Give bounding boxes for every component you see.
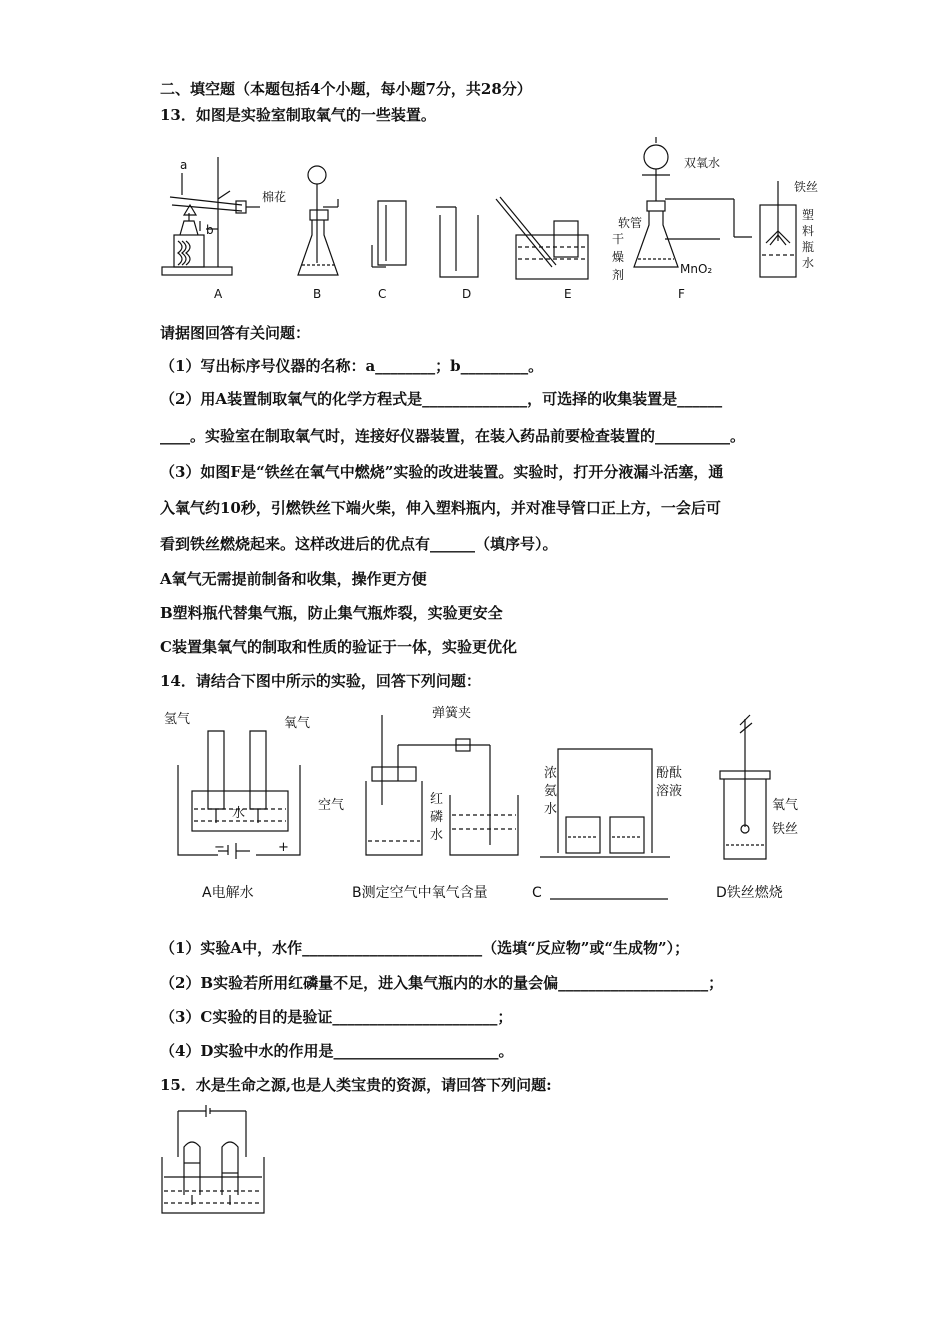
label-mno2: MnO₂ [680, 262, 713, 276]
label-water-a: 水 [232, 806, 246, 821]
caption-14b: B测定空气中氧气含量 [352, 885, 488, 901]
caption-f: F [678, 287, 685, 301]
label-r3: 水 [430, 828, 444, 843]
caption-d: D [462, 287, 472, 301]
q14-part4: （4）D实验中水的作用是______________________。 [160, 1042, 514, 1060]
q13-prompt: 请据图回答有关问题： [160, 324, 311, 342]
q14-part3: （3）C实验的目的是验证______________________； [160, 1008, 513, 1026]
q14-figure [160, 705, 800, 910]
label-r2: 磷 [430, 810, 444, 825]
label-n2: 氨 [544, 784, 558, 799]
q13-part2a: （2）用A装置制取氧气的化学方程式是______________，可选择的收集装置是______ [160, 390, 723, 408]
apparatus-b [298, 166, 338, 275]
label-clip: 弹簧夹 [432, 706, 472, 721]
q13-part1: （1）写出标序号仪器的名称：a________；b_________。 [160, 357, 544, 375]
label-r1: 红 [430, 792, 444, 807]
q13-option-b: B塑料瓶代替集气瓶，防止集气瓶炸裂，实验更安全 [160, 604, 503, 622]
label-h2o2: 双氧水 [684, 156, 721, 170]
apparatus-e [496, 197, 588, 279]
q14-stem: 14．请结合下图中所示的实验，回答下列问题： [160, 672, 481, 690]
caption-14c: C [532, 885, 542, 901]
apparatus-d [436, 207, 478, 277]
label-air: 空气 [318, 798, 345, 813]
iron-burning-apparatus [720, 715, 770, 859]
caption-e: E [564, 287, 572, 301]
label-f1: 酚酞 [656, 766, 683, 781]
label-water: 水 [802, 256, 815, 270]
diffusion-apparatus [540, 749, 670, 857]
q15-stem: 15．水是生命之源,也是人类宝贵的资源，请回答下列问题: [160, 1076, 552, 1094]
label-a: a [180, 158, 188, 172]
caption-14a: A电解水 [202, 885, 254, 901]
label-plus: + [278, 840, 289, 855]
q13-figure [160, 135, 820, 305]
label-p3: 瓶 [802, 240, 815, 254]
section-heading: 二、填空题（本题包括4个小题，每小题7分，共28分） [160, 80, 532, 98]
label-f2: 溶液 [656, 784, 683, 799]
label-dry2: 燥 [612, 250, 625, 264]
apparatus-a [162, 157, 260, 275]
label-b: b [206, 223, 214, 237]
label-o2: 氧气 [284, 716, 311, 731]
label-p2: 料 [802, 224, 815, 238]
label-dry3: 剂 [612, 268, 625, 282]
caption-c: C [378, 287, 387, 301]
label-oxy: 氧气 [772, 798, 799, 813]
caption-a: A [214, 287, 223, 301]
label-cotton: 棉花 [262, 190, 287, 204]
q13-part3b: 入氧气约10秒，引燃铁丝下端火柴，伸入塑料瓶内，并对准导管口正上方，一会后可 [160, 499, 721, 517]
label-h2: 氢气 [164, 712, 191, 727]
q13-part3a: （3）如图F是“铁丝在氧气中燃烧”实验的改进装置。实验时，打开分液漏斗活塞，通 [160, 463, 724, 481]
label-wire: 铁丝 [794, 180, 819, 194]
label-hose: 软管 [618, 216, 643, 230]
label-p1: 塑 [802, 208, 815, 222]
q13-option-a: A氧气无需提前制备和收集，操作更方便 [160, 570, 427, 588]
q13-option-c: C装置集氧气的制取和性质的验证于一体，实验更优化 [160, 638, 517, 656]
caption-14d: D铁丝燃烧 [716, 885, 783, 901]
label-n1: 浓 [544, 766, 558, 781]
label-wire-d: 铁丝 [772, 822, 799, 837]
label-dry1: 干 [612, 232, 625, 246]
q14-part2: （2）B实验若所用红磷量不足，进入集气瓶内的水的量会偏____________________； [160, 974, 724, 992]
apparatus-c [372, 201, 406, 267]
q14-part1: （1）实验A中，水作________________________（选填“反应物”或“生成物”）； [160, 939, 690, 957]
q13-part2b: ____。实验室在制取氧气时，连接好仪器装置，在装入药品前要检查装置的__________。 [160, 427, 746, 445]
caption-b: B [313, 287, 322, 301]
q13-part3c: 看到铁丝燃烧起来。这样改进后的优点有______（填序号）。 [160, 535, 558, 553]
q15-figure [160, 1105, 270, 1220]
q13-stem: 13．如图是实验室制取氧气的一些装置。 [160, 106, 436, 124]
label-minus: − [214, 840, 225, 855]
label-n3: 水 [544, 802, 558, 817]
